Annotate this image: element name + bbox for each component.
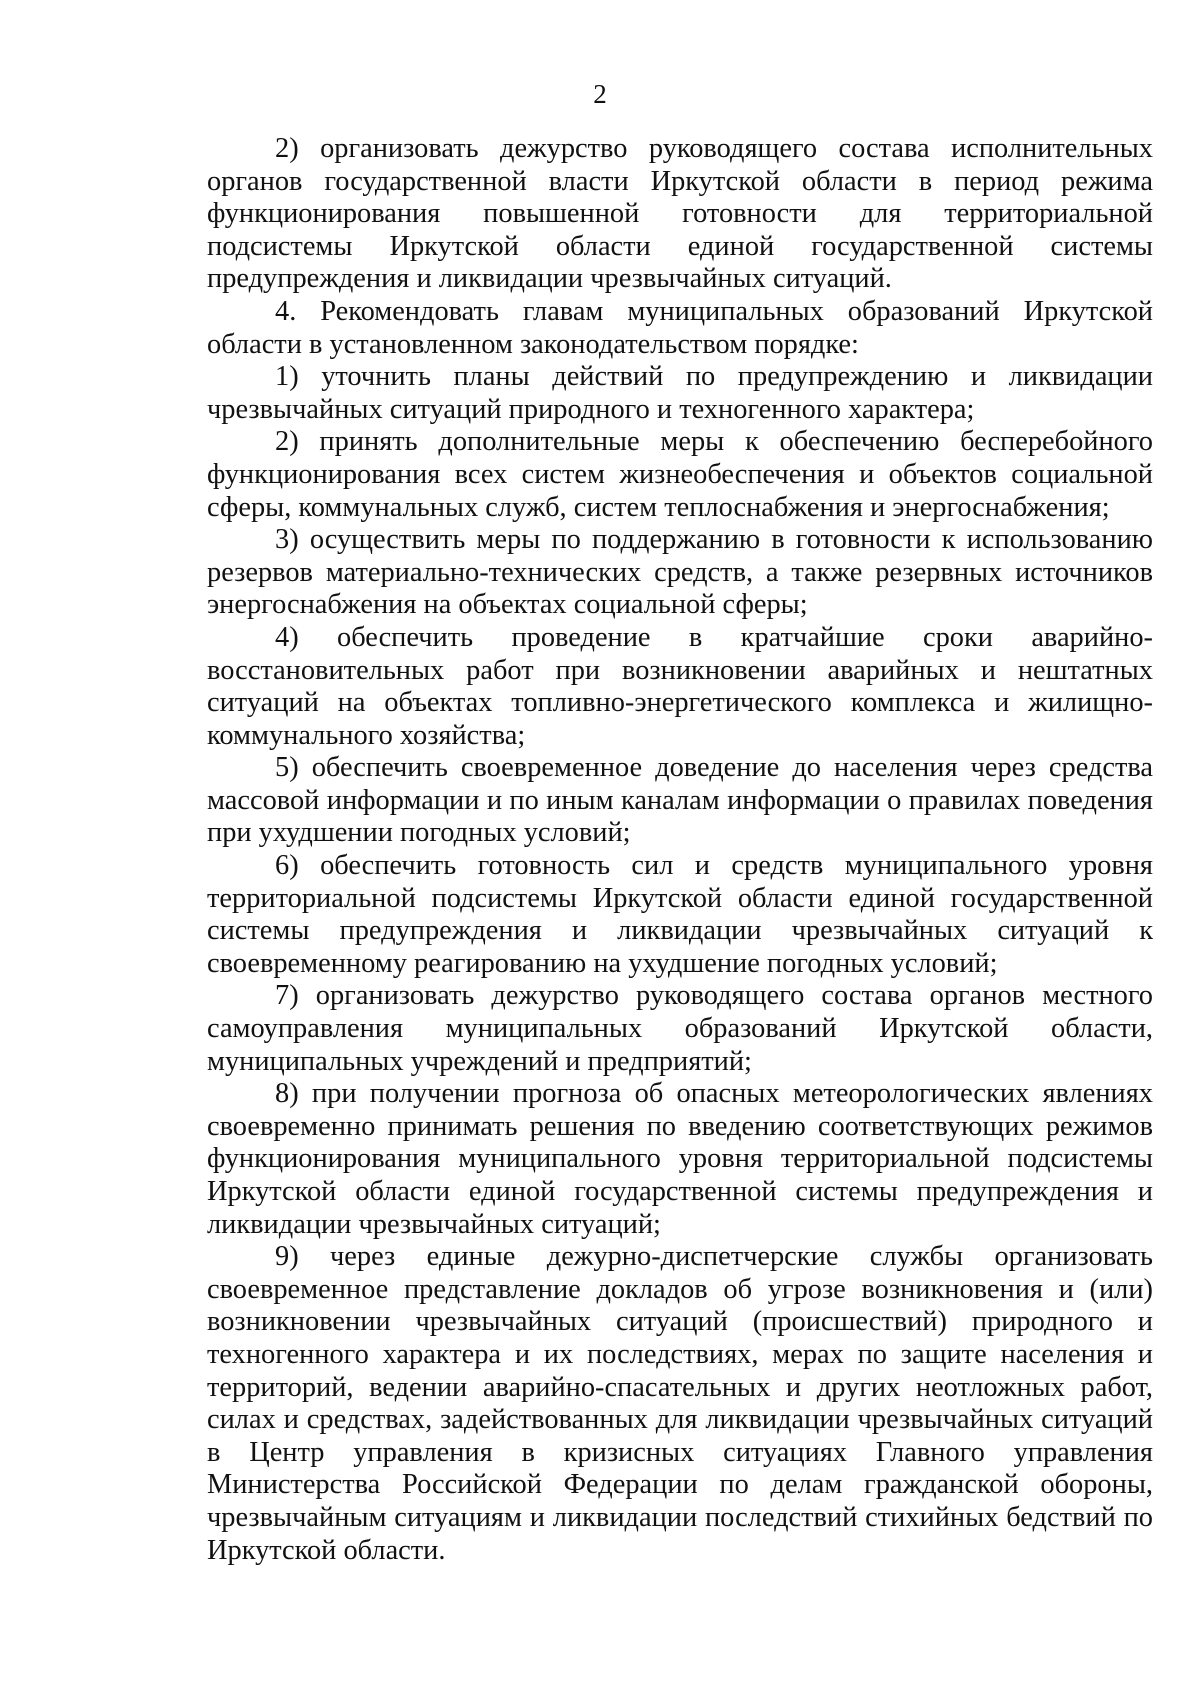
paragraph-item-7-duty-local: 7) организовать дежурство руководящего состава органов местного самоуправления муниципальных образований Иркутской области, муниципальных учреждений и предприятий;	[207, 980, 1153, 1077]
paragraph-item-9-reporting: 9) через единые дежурно-диспетчерские службы организовать своевременное представление докладов об угрозе возникновения и (или) возникновении чрезвычайных ситуаций (происшествий) природного и техногенного характера и их последствиях, мерах по защите населения и территорий, ведении аварийно-спасательных и других неотложных работ, силах и средствах, задействованных для ликвидации чрезвычайных ситуаций в Центр управления в кризисных ситуациях Главного управления Министерства Российской Федерации по делам гражданской обороны, чрезвычайным ситуациям и ликвидации последствий стихийных бедствий по Иркутской области.	[207, 1241, 1153, 1566]
paragraph-item-4-emergency-repairs: 4) обеспечить проведение в кратчайшие сроки аварийно-восстановительных работ при возникновении аварийных и нештатных ситуаций на объектах топливно-энергетического комплекса и жилищно-коммунального хозяйства;	[207, 621, 1153, 751]
paragraph-item-6-readiness: 6) обеспечить готовность сил и средств муниципального уровня территориальной подсистемы Иркутской области единой государственной системы предупреждения и ликвидации чрезвычайных ситуаций к своевременному реагированию на ухудшение погодных условий;	[207, 850, 1153, 979]
paragraph-item-8-forecast-decisions: 8) при получении прогноза об опасных метеорологических явлениях своевременно принимать решения по введению соответствующих режимов функционирования муниципального уровня территориальной подсистемы Иркутской области единой государственной системы предупреждения и ликвидации чрезвычайных ситуаций;	[207, 1078, 1153, 1240]
paragraph-item-3-reserves: 3) осуществить меры по поддержанию в готовности к использованию резервов материально-технических средств, а также резервных источников энергоснабжения на объектах социальной сферы;	[207, 524, 1153, 621]
document-body	[207, 133, 1153, 1567]
paragraph-item-2-duty-executive: 2) организовать дежурство руководящего состава исполнительных органов государственной власти Иркутской области в период режима функционирования повышенной готовности для территориальной подсистемы Иркутской области единой государственной системы предупреждения и ликвидации чрезвычайных ситуаций.	[207, 133, 1153, 295]
paragraph-item-1-action-plans: 1) уточнить планы действий по предупреждению и ликвидации чрезвычайных ситуаций природного и техногенного характера;	[207, 361, 1153, 425]
paragraph-point-4-recommendation: 4. Рекомендовать главам муниципальных образований Иркутской области в установленном законодательством порядке:	[207, 295, 1153, 360]
paragraph-item-2-additional-measures: 2) принять дополнительные меры к обеспечению бесперебойного функционирования всех систем жизнеобеспечения и объектов социальной сферы, коммунальных служб, систем теплоснабжения и энергоснабжения;	[207, 426, 1153, 523]
paragraph-item-5-public-notification: 5) обеспечить своевременное доведение до населения через средства массовой информации и по иным каналам информации о правилах поведения при ухудшении погодных условий;	[207, 752, 1153, 849]
page-number: 2	[593, 79, 607, 109]
